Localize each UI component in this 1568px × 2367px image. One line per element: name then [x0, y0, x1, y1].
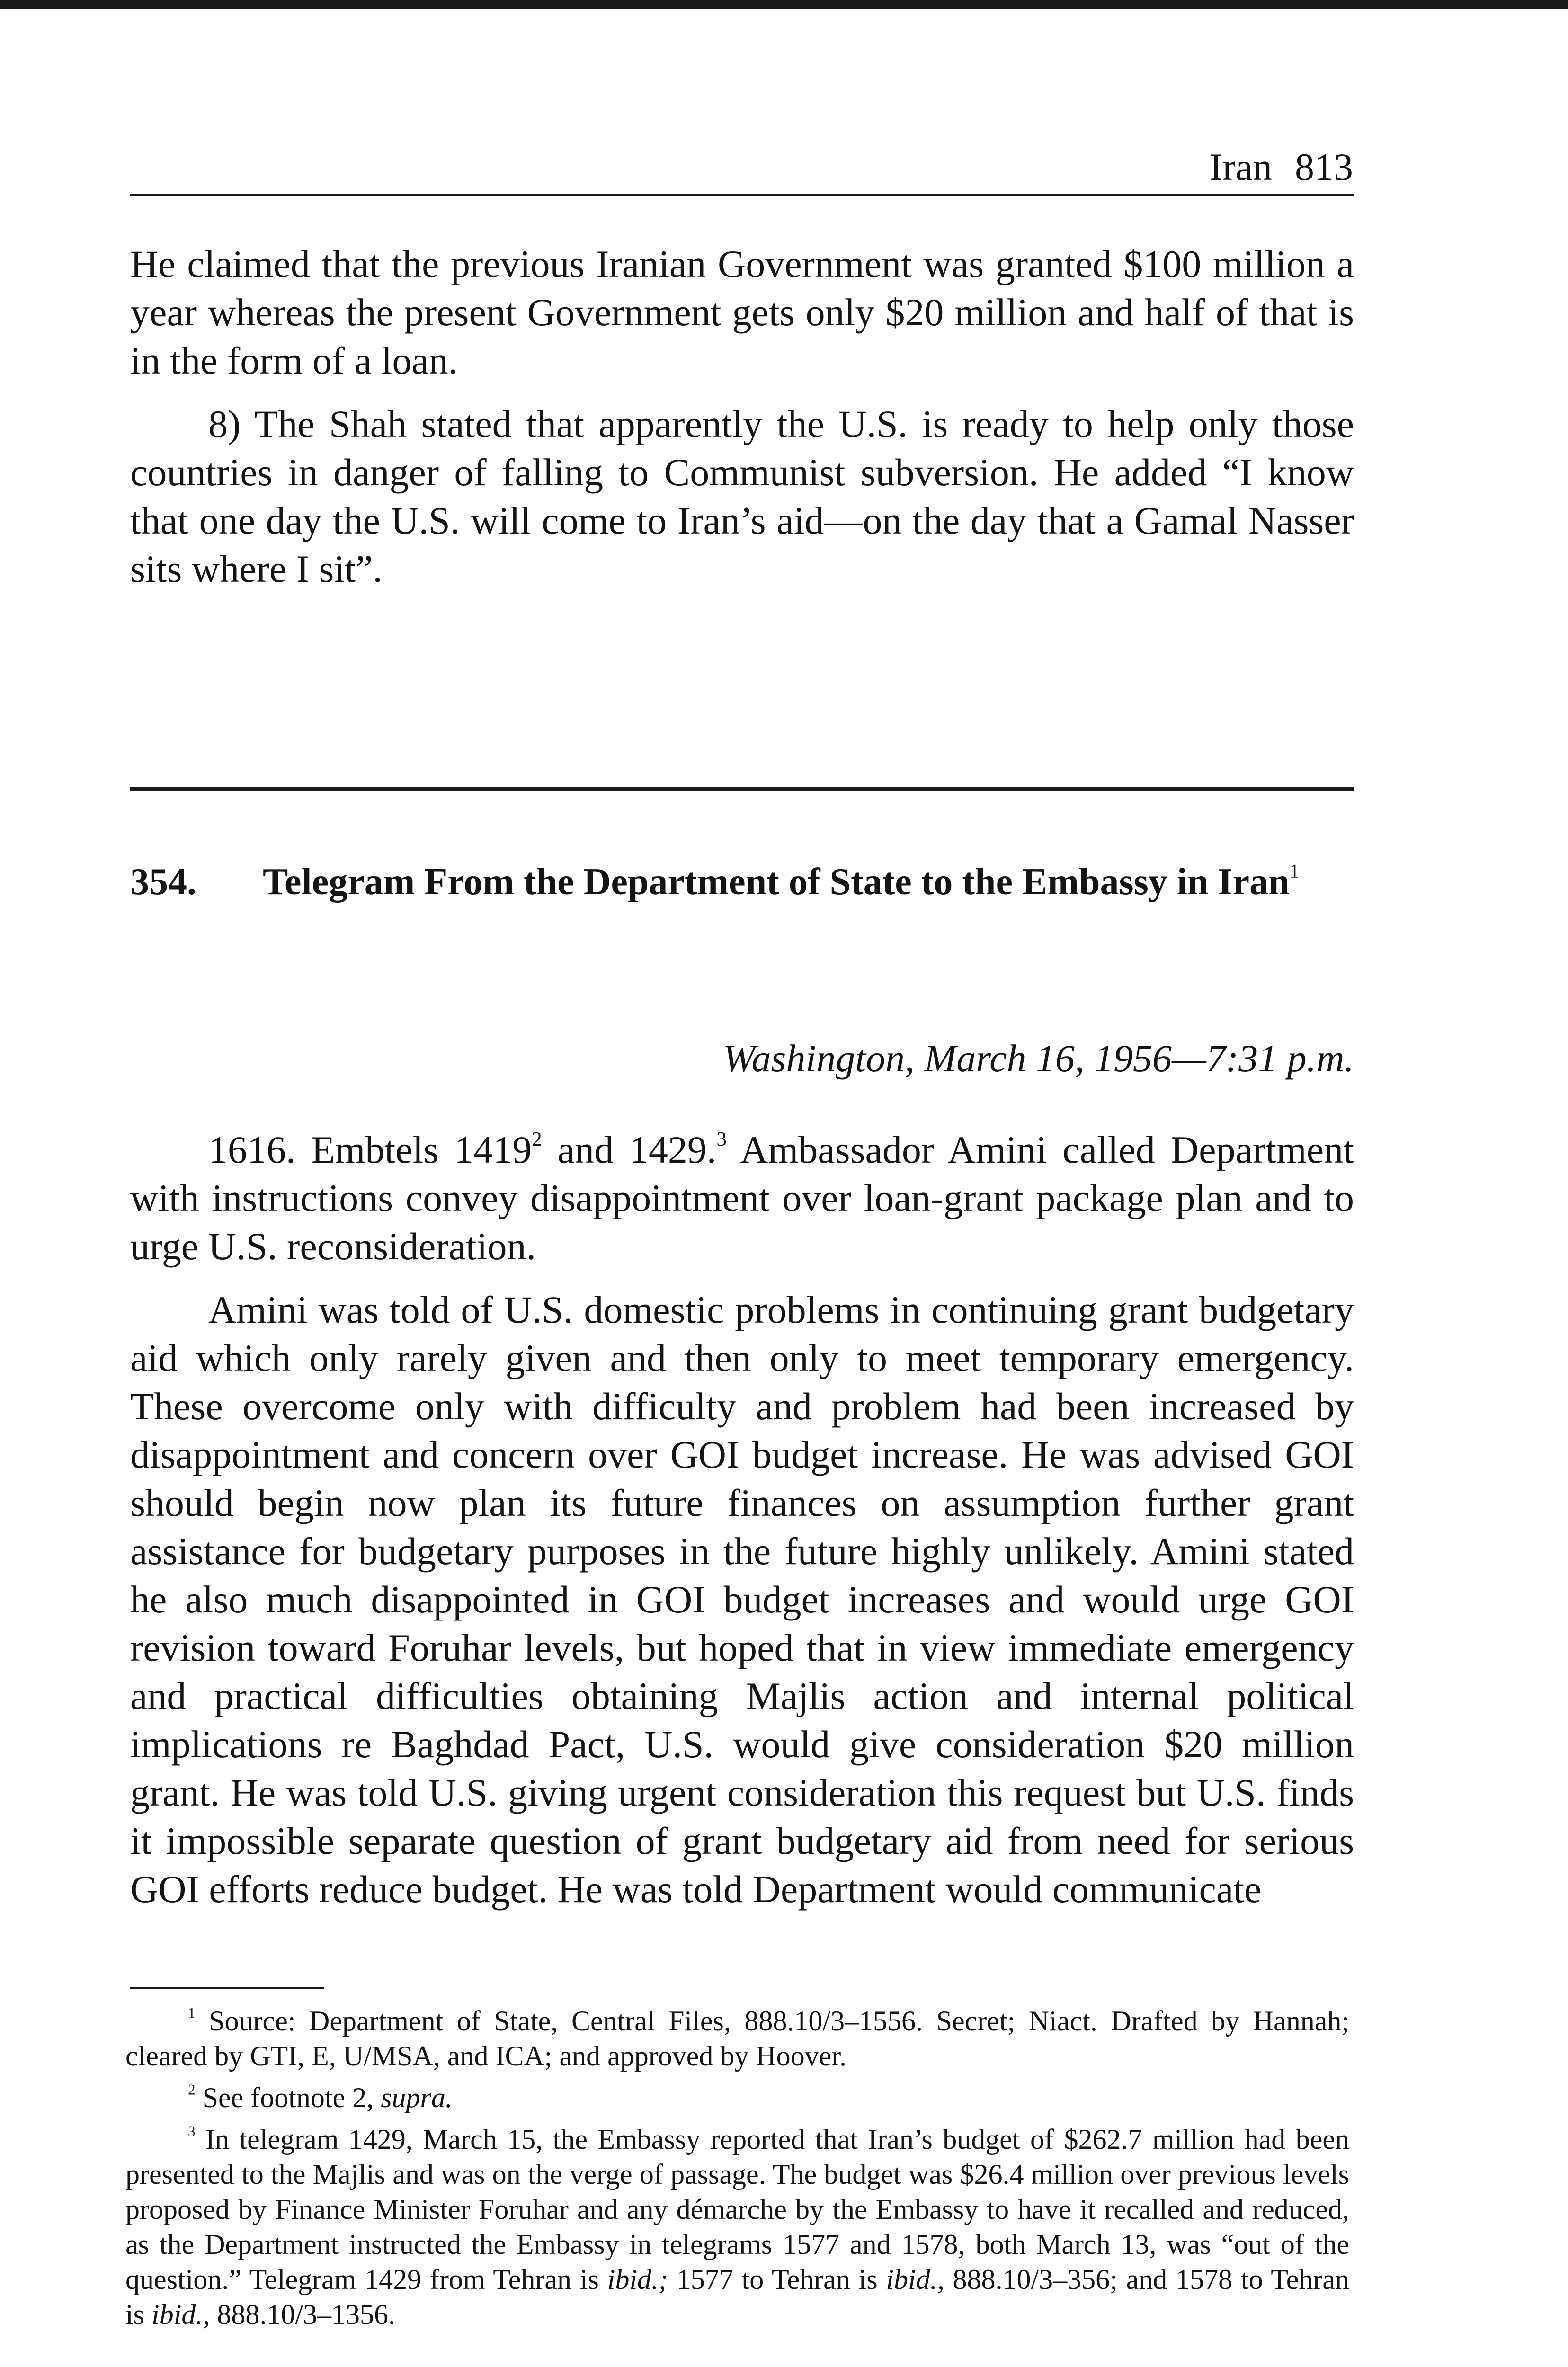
- footnotes: [125, 2003, 1349, 2332]
- footnote-3-text-b: 1577 to Tehran is: [668, 2264, 886, 2295]
- footnote-rule: [130, 1987, 324, 1989]
- footnote-3-text-c: 888.10/3–356; and 1578 to Tehran is: [125, 2264, 1350, 2330]
- footnote-2-supra: supra.: [381, 2082, 453, 2113]
- paragraph-1-lead: 1616. Embtels 1419: [208, 1128, 532, 1171]
- footnote-1-number: 1: [188, 2004, 196, 2021]
- continuation-paragraph: He claimed that the previous Iranian Government was granted $100 million a year whereas the present Government gets only $20 million and half of that is in the form of a loan.: [130, 242, 1354, 382]
- footnote-3-ibid-2: ibid.,: [886, 2264, 944, 2295]
- page-number: 813: [1295, 145, 1353, 188]
- footnote-1: [125, 2003, 1349, 2073]
- document-title-text: Telegram From the Department of State to the Embassy in Iran: [263, 861, 1290, 903]
- footnote-ref-3[interactable]: 3: [716, 1128, 727, 1150]
- telegram-body: [130, 1126, 1354, 1913]
- running-head: [130, 142, 1354, 196]
- footnote-1-text: Source: Department of State, Central Files, 888.10/3–1556. Secret; Niact. Drafted by Hannah; cleared by GTI, E, U/MSA, and ICA; and approved by Hoover.: [125, 2005, 1349, 2072]
- running-head-title: Iran: [1209, 145, 1272, 188]
- page-top-edge: [0, 0, 1568, 9]
- continuation-text: [130, 240, 1354, 593]
- footnote-2-text: See footnote 2,: [195, 2082, 381, 2113]
- paragraph-1-mid: and 1429.: [542, 1128, 717, 1171]
- footnote-3-ibid-1: ibid.;: [607, 2264, 668, 2295]
- telegram-paragraph-2: Amini was told of U.S. domestic problems in continuing grant budgetary aid which only rarely given and then only to meet temporary emergency. These overcome only with difficulty and problem had been increased by disappointment and concern over GOI budget increase. He was advised GOI should begin now plan its future finances on assumption further grant assistance for budgetary purposes in the future highly unlikely. Amini stated he also much disappointed in GOI budget increases and would urge GOI revision toward Foruhar levels, but hoped that in view immediate emergency and practical difficulties obtaining Majlis action and internal political implications re Baghdad Pact, U.S. would give consideration $20 million grant. He was told U.S. giving urgent consideration this request but U.S. finds it impossible separate question of grant budgetary aid from need for serious GOI efforts reduce budget. He was told Department would communicate: [130, 1288, 1354, 1911]
- continuation-paragraph-point-8: 8) The Shah stated that apparently the U.S. is ready to help only those countries in danger of falling to Communist subversion. He added “I know that one day the U.S. will come to Iran’s aid—on the day that a Gamal Nasser sits where I sit”.: [130, 402, 1354, 590]
- footnote-ref-2[interactable]: 2: [532, 1128, 542, 1150]
- paragraph-1-rest: Ambassador Amini called Department with instructions convey disappointment over loan-grant package plan and to urge U.S. reconsideration.: [130, 1128, 1354, 1268]
- dateline: Washington, March 16, 1956—7:31 p.m.: [722, 1037, 1354, 1080]
- footnote-2: [125, 2080, 1349, 2115]
- footnote-3-ibid-3: ibid.,: [151, 2299, 210, 2330]
- footnote-2-number: 2: [188, 2081, 196, 2098]
- footnote-3-text-d: 888.10/3–1356.: [210, 2299, 396, 2330]
- footnote-3: [125, 2122, 1349, 2332]
- footnote-ref-1[interactable]: 1: [1289, 860, 1300, 882]
- document-number: 354.: [130, 861, 196, 903]
- section-divider: [130, 787, 1354, 791]
- footnote-3-number: 3: [188, 2123, 196, 2140]
- telegram-paragraph-1: [130, 1126, 1354, 1271]
- footnote-3-text-a: In telegram 1429, March 15, the Embassy reported that Iran’s budget of $262.7 million had been presented to the Majlis and was on the verge of passage. The budget was $26.4 million over previous levels proposed by Finance Minister Foruhar and any démarche by the Embassy to have it recalled and reduced, as the Department instructed the Embassy in telegrams 1577 and 1578, both March 13, was “out of the question.” Telegram 1429 from Tehran is: [125, 2124, 1349, 2295]
- document-title: [263, 858, 1328, 906]
